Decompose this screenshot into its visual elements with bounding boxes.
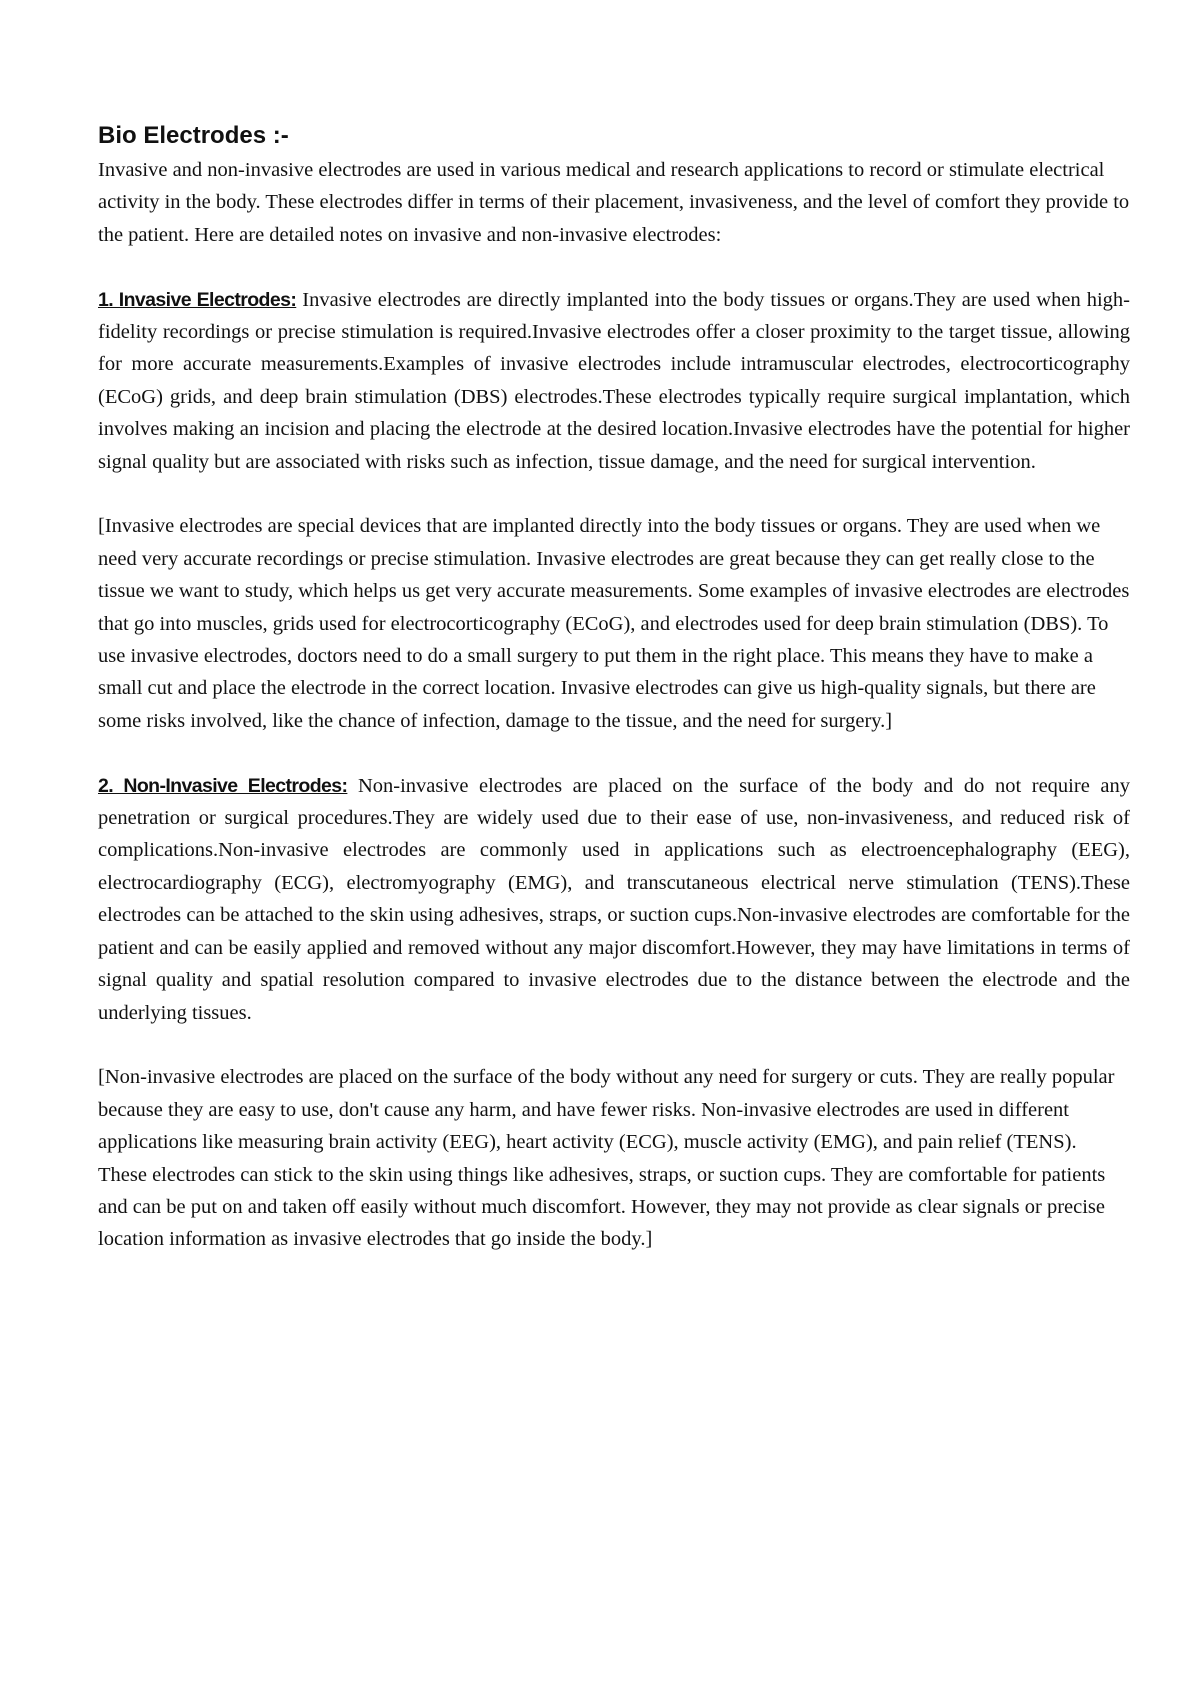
- document-title: Bio Electrodes :-: [98, 122, 289, 149]
- spacer: [98, 737, 1130, 769]
- non-invasive-electrodes-paragraph: [98, 770, 1130, 1029]
- invasive-electrodes-simplified: [Invasive electrodes are special devices that are implanted directly into the body tissues or organs. They are used when we need very accurate recordings or precise stimulation. Invasive electrodes are great because they can get really close to the tissue we want to study, which helps us get very accurate measurements. Some examples of invasive electrodes are electrodes that go into muscles, grids used for electrocorticography (ECoG), and electrodes used for deep brain stimulation (DBS). To use invasive electrodes, doctors need to do a small surgery to put them in the right place. This means they have to make a small cut and place the electrode in the correct location. Invasive electrodes can give us high-quality signals, but there are some risks involved, like the chance of infection, damage to the tissue, and the need for surgery.]: [98, 515, 1130, 732]
- invasive-electrodes-heading: 1. Invasive Electrodes:: [98, 288, 297, 311]
- non-invasive-electrodes-simplified: [Non-invasive electrodes are placed on the surface of the body without any need for surgery or cuts. They are really popular because they are easy to use, don't cause any harm, and have fewer risks. Non-invasive electrodes are used in different applications like measuring brain activity (EEG), heart activity (ECG), muscle activity (EMG), and pain relief (TENS). These electrodes can stick to the skin using things like adhesives, straps, or suction cups. They are comfortable for patients and can be put on and taken off easily without much discomfort. However, they may not provide as clear signals or precise location information as invasive electrodes that go inside the body.]: [98, 1066, 1115, 1251]
- non-invasive-electrodes-heading: 2. Non-Invasive Electrodes:: [98, 774, 348, 797]
- spacer: [98, 478, 1130, 510]
- document-content: [98, 118, 1130, 1256]
- spacer: [98, 1029, 1130, 1061]
- intro-paragraph: Invasive and non-invasive electrodes are used in various medical and research applications to record or stimulate electrical activity in the body. These electrodes differ in terms of their placement, invasiveness, and the level of comfort they provide to the patient. Here are detailed notes on invasive and non-invasive electrodes:: [98, 159, 1130, 246]
- invasive-electrodes-body: Invasive electrodes are directly implanted into the body tissues or organs.They are used when high-fidelity recordings or precise stimulation is required.Invasive electrodes offer a closer proximity to the target tissue, allowing for more accurate measurements.Examples of invasive electrodes include intramuscular electrodes, electrocorticography (ECoG) grids, and deep brain stimulation (DBS) electrodes.These electrodes typically require surgical implantation, which involves making an incision and placing the electrode at the desired location.Invasive electrodes have the potential for higher signal quality but are associated with risks such as infection, tissue damage, and the need for surgical intervention.: [98, 288, 1130, 473]
- non-invasive-electrodes-body: Non-invasive electrodes are placed on the surface of the body and do not require any penetration or surgical procedures.They are widely used due to their ease of use, non-invasiveness, and reduced risk of complications.Non-invasive electrodes are commonly used in applications such as electroencephalography (EEG), electrocardiography (ECG), electromyography (EMG), and transcutaneous electrical nerve stimulation (TENS).These electrodes can be attached to the skin using adhesives, straps, or suction cups.Non-invasive electrodes are comfortable for the patient and can be easily applied and removed without any major discomfort.However, they may have limitations in terms of signal quality and spatial resolution compared to invasive electrodes due to the distance between the electrode and the underlying tissues.: [98, 774, 1130, 1024]
- spacer: [98, 251, 1130, 283]
- invasive-electrodes-paragraph: [98, 284, 1130, 478]
